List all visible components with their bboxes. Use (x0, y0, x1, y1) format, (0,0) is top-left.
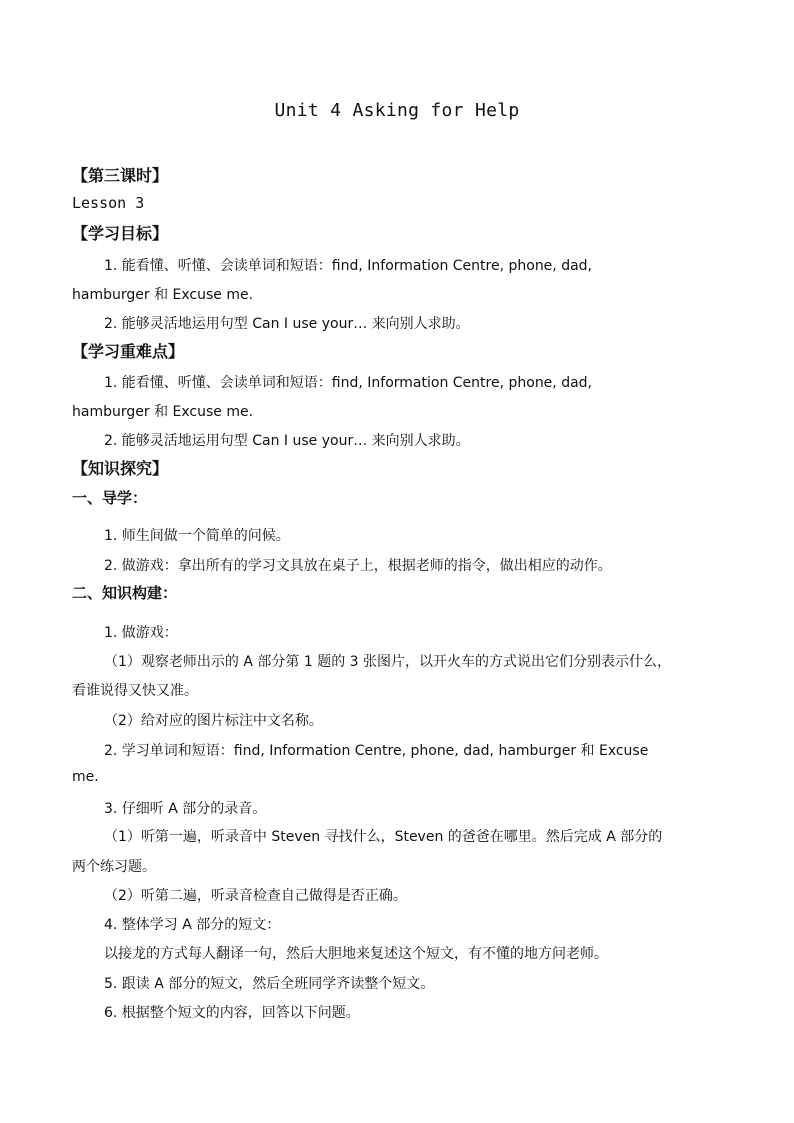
section-1-heading: 一、导学： (72, 489, 148, 507)
section-2-item-4: 4. 整体学习 A 部分的短文： (104, 917, 281, 933)
section-2-item-2-line-2: me. (72, 769, 99, 785)
section-2-item-4-description: 以接龙的方式每人翻译一句，然后大胆地来复述这个短文，有不懂的地方问老师。 (104, 946, 608, 962)
section-2-item-3: 3. 仔细听 A 部分的录音。 (104, 801, 267, 817)
objective-1-line-1: 1. 能看懂、听懂、会读单词和短语：find, Information Centre, phone, dad, (104, 258, 593, 274)
section-2-heading: 二、知识构建： (72, 584, 178, 602)
key-point-1-line-1: 1. 能看懂、听懂、会读单词和短语：find, Information Centre, phone, dad, (104, 375, 593, 391)
section-2-item-1-sub-1-line-2: 看谁说得又快又准。 (72, 683, 198, 699)
key-point-1-line-2: hamburger 和 Excuse me. (72, 404, 254, 420)
section-1-item-2: 2. 做游戏：拿出所有的学习文具放在桌子上，根据老师的指令，做出相应的动作。 (104, 558, 612, 574)
section-1-item-1: 1. 师生间做一个简单的问候。 (104, 528, 290, 544)
section-2-item-1-sub-2: （2）给对应的图片标注中文名称。 (104, 713, 323, 729)
page-title: Unit 4 Asking for Help (274, 100, 520, 121)
section-2-item-6: 6. 根据整个短文的内容，回答以下问题。 (104, 1005, 360, 1021)
heading-objectives: 【学习目标】 (72, 224, 169, 243)
section-2-item-1-sub-1-line-1: （1）观察老师出示的 A 部分第 1 题的 3 张图片，以开火车的方式说出它们分别表示什么， (104, 654, 671, 670)
heading-key-points: 【学习重难点】 (72, 342, 185, 361)
heading-lesson-period: 【第三课时】 (72, 166, 169, 185)
section-2-item-3-sub-1-line-2: 两个练习题。 (72, 859, 156, 875)
heading-inquiry: 【知识探究】 (72, 459, 169, 478)
section-2-item-3-sub-1-line-1: （1）听第一遍，听录音中 Steven 寻找什么，Steven 的爸爸在哪里。然后完成 A 部分的 (104, 829, 663, 845)
objective-2: 2. 能够灵活地运用句型 Can I use your… 来向别人求助。 (104, 316, 470, 332)
key-point-2: 2. 能够灵活地运用句型 Can I use your… 来向别人求助。 (104, 433, 470, 449)
objective-1-line-2: hamburger 和 Excuse me. (72, 287, 254, 303)
section-2-item-5: 5. 跟读 A 部分的短文，然后全班同学齐读整个短文。 (104, 976, 435, 992)
section-2-item-3-sub-2: （2）听第二遍，听录音检查自己做得是否正确。 (104, 888, 407, 904)
section-2-item-2-line-1: 2. 学习单词和短语：find, Information Centre, phone, dad, hamburger 和 Excuse (104, 743, 649, 759)
section-2-item-1: 1. 做游戏： (104, 625, 178, 641)
lesson-label: Lesson 3 (72, 194, 145, 212)
